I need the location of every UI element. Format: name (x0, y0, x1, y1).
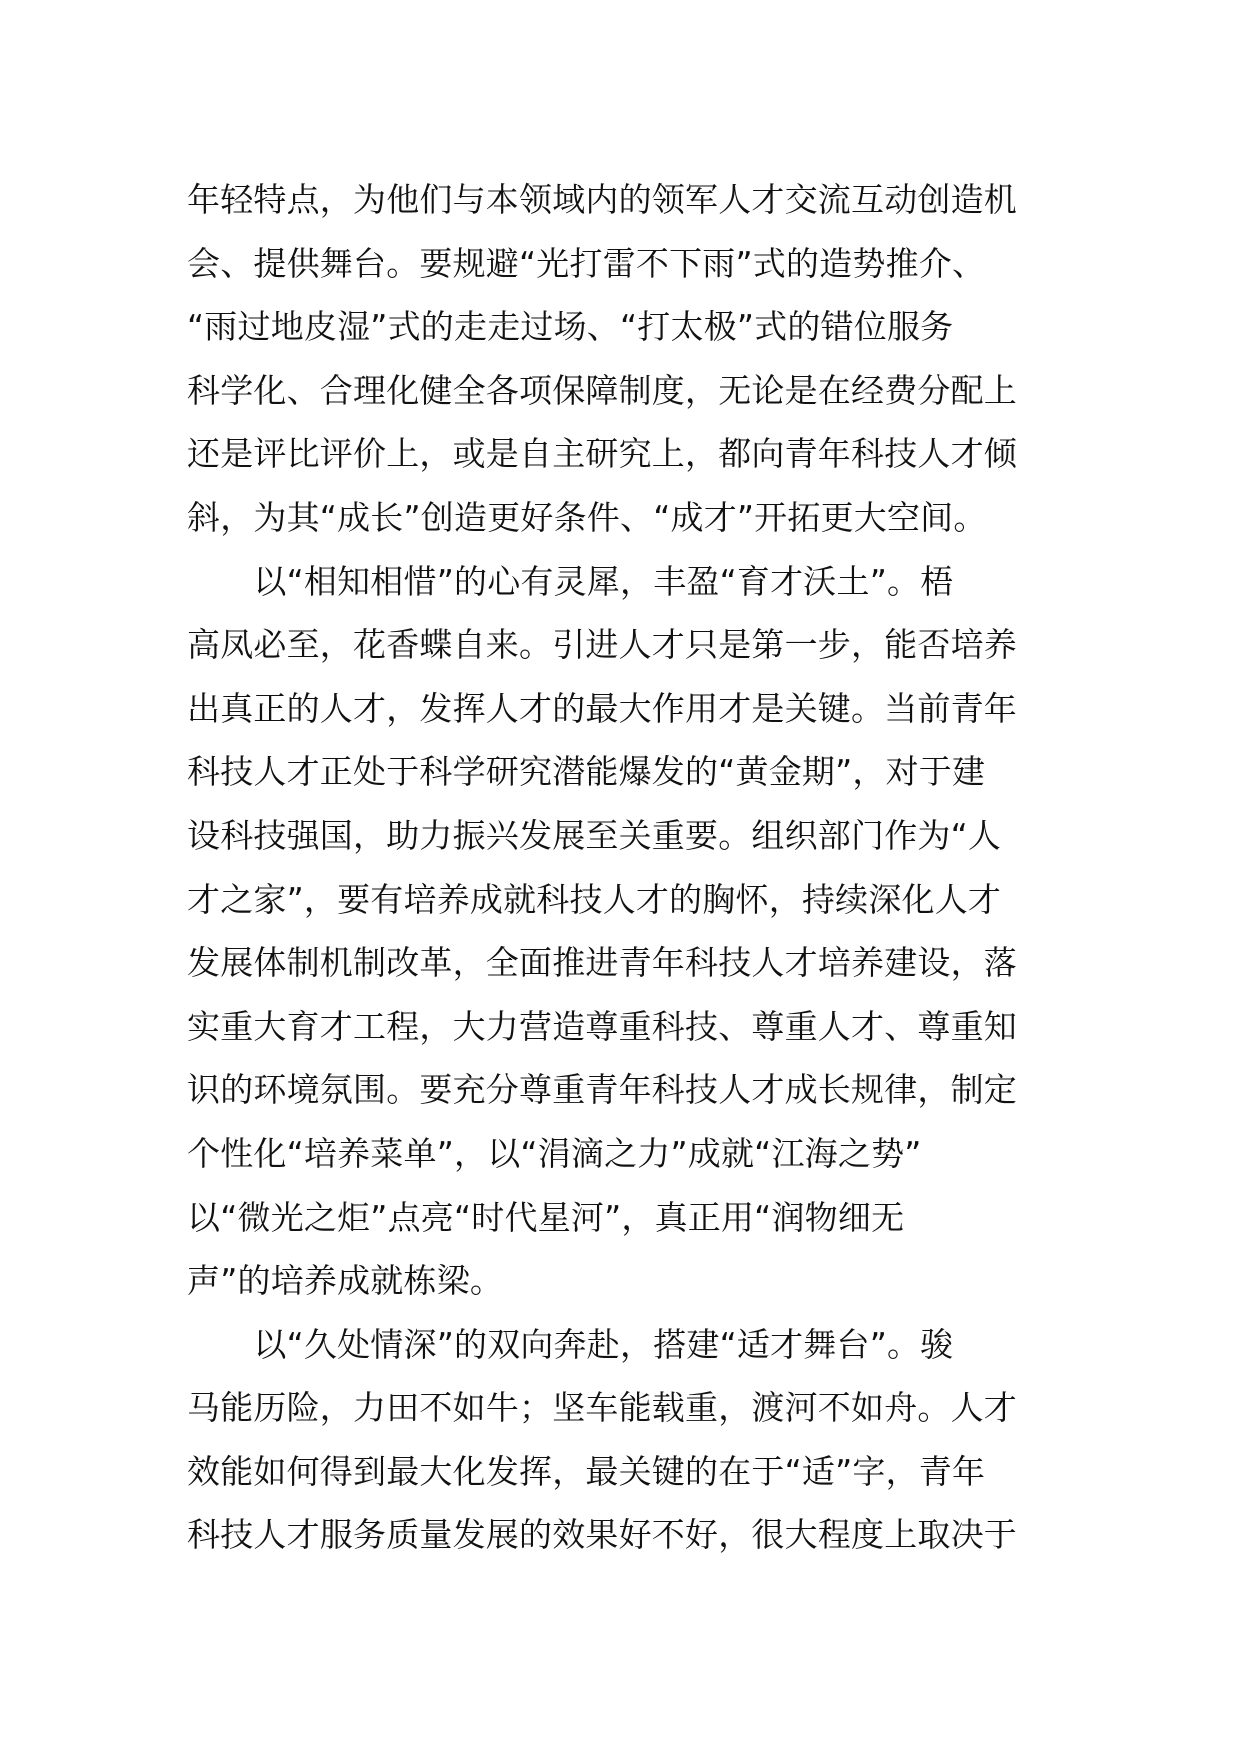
text-line: 科技人才服务质量发展的效果好不好，很大程度上取决于 (187, 1515, 1017, 1555)
text-line: 实重大育才工程，大力营造尊重科技、尊重人才、尊重知 (187, 1006, 1017, 1046)
text-line: 斜，为其“成长”创造更好条件、“成才”开拓更大空间。 (187, 497, 987, 537)
text-line: 会、提供舞台。要规避“光打雷不下雨”式的造势推介、 (187, 243, 986, 283)
text-line: 以“久处情深”的双向奔赴，搭建“适才舞台”。骏 (187, 1324, 954, 1364)
text-line: 还是评比评价上，或是自主研究上，都向青年科技人才倾 (187, 434, 1017, 474)
text-line: 以“相知相惜”的心有灵犀，丰盈“育才沃土”。梧 (187, 561, 954, 601)
text-line: 效能如何得到最大化发挥，最关键的在于“适”字，青年 (187, 1451, 986, 1491)
text-line: 识的环境氛围。要充分尊重青年科技人才成长规律，制定 (187, 1070, 1017, 1110)
text-line: 科学化、合理化健全各项保障制度，无论是在经费分配上 (187, 370, 1017, 410)
text-line: 年轻特点，为他们与本领域内的领军人才交流互动创造机 (187, 180, 1017, 219)
text-line: 设科技强国，助力振兴发展至关重要。组织部门作为“人 (187, 815, 1002, 855)
text-line: 马能历险，力田不如牛；坚车能载重，渡河不如舟。人才 (187, 1388, 1017, 1428)
text-line: 以“微光之炬”点亮“时代星河”，真正用“润物细无 (187, 1197, 905, 1237)
text-line: “雨过地皮湿”式的走走过场、“打太极”式的错位服务 (187, 307, 954, 347)
text-line: 声”的培养成就栋梁。 (187, 1261, 504, 1301)
text-line: 出真正的人才，发挥人才的最大作用才是关键。当前青年 (187, 688, 1017, 728)
text-line: 发展体制机制改革，全面推进青年科技人才培养建设，落 (187, 943, 1017, 983)
text-line: 科技人才正处于科学研究潜能爆发的“黄金期”，对于建 (187, 752, 986, 792)
document-body (187, 168, 1055, 1567)
text-line: 个性化“培养菜单”，以“涓滴之力”成就“江海之势” (187, 1133, 922, 1173)
text-line: 才之家”，要有培养成就科技人才的胸怀，持续深化人才 (187, 879, 1002, 919)
text-line: 高凤必至，花香蝶自来。引进人才只是第一步，能否培养 (187, 625, 1017, 665)
